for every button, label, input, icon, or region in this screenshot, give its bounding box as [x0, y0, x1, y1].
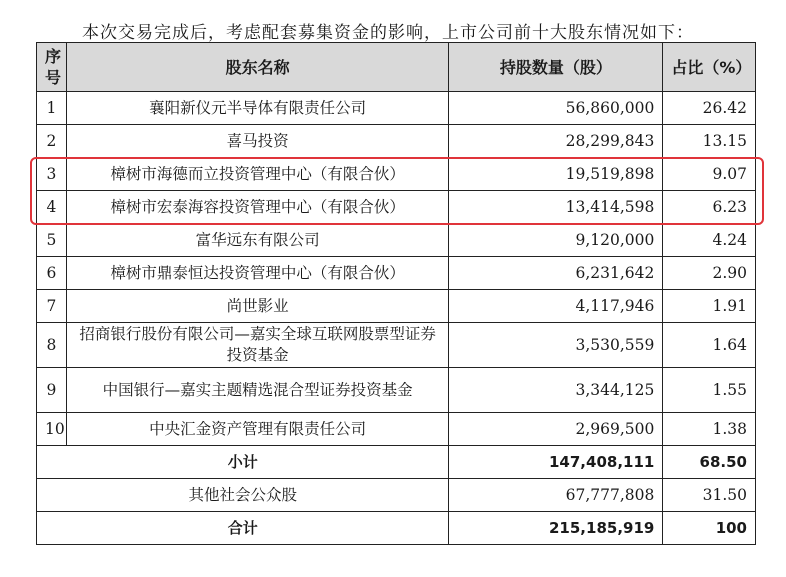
- row-shares: 3,344,125: [449, 368, 663, 413]
- row-no: 10: [37, 413, 67, 446]
- row-no: 7: [37, 290, 67, 323]
- row-no: 6: [37, 257, 67, 290]
- header-shares: 持股数量（股）: [449, 43, 663, 92]
- row-shares: 2,969,500: [449, 413, 663, 446]
- row-pct: 26.42: [663, 92, 756, 125]
- row-shares: 28,299,843: [449, 125, 663, 158]
- row-name: 中央汇金资产管理有限责任公司: [66, 413, 449, 446]
- subtotal-pct: 68.50: [663, 446, 756, 479]
- row-name: 襄阳新仪元半导体有限责任公司: [66, 92, 449, 125]
- subtotal-label: 小计: [37, 446, 449, 479]
- row-shares: 9,120,000: [449, 224, 663, 257]
- row-pct: 1.55: [663, 368, 756, 413]
- row-pct: 2.90: [663, 257, 756, 290]
- row-pct: 1.38: [663, 413, 756, 446]
- table-row: [37, 92, 756, 125]
- public-shares-row: [37, 479, 756, 512]
- row-no: 4: [37, 191, 67, 224]
- total-row: [37, 512, 756, 545]
- row-shares: 56,860,000: [449, 92, 663, 125]
- row-no: 3: [37, 158, 67, 191]
- row-name: 樟树市鼎泰恒达投资管理中心（有限合伙）: [66, 257, 449, 290]
- header-no: 序号: [37, 43, 67, 92]
- row-pct: 1.64: [663, 323, 756, 368]
- table-row: [37, 257, 756, 290]
- row-name: 喜马投资: [66, 125, 449, 158]
- row-shares: 13,414,598: [449, 191, 663, 224]
- row-shares: 6,231,642: [449, 257, 663, 290]
- subtotal-shares: 147,408,111: [449, 446, 663, 479]
- public-label: 其他社会公众股: [37, 479, 449, 512]
- row-no: 5: [37, 224, 67, 257]
- row-pct: 1.91: [663, 290, 756, 323]
- table-row: [37, 290, 756, 323]
- row-no: 9: [37, 368, 67, 413]
- row-no: 2: [37, 125, 67, 158]
- row-shares: 3,530,559: [449, 323, 663, 368]
- table-row: [37, 125, 756, 158]
- row-name: 招商银行股份有限公司—嘉实全球互联网股票型证券投资基金: [66, 323, 449, 368]
- table-row: [37, 368, 756, 413]
- table-row: [37, 323, 756, 368]
- table-header-row: [37, 43, 756, 92]
- row-pct: 9.07: [663, 158, 756, 191]
- row-shares: 4,117,946: [449, 290, 663, 323]
- total-label: 合计: [37, 512, 449, 545]
- row-name: 樟树市宏泰海容投资管理中心（有限合伙）: [66, 191, 449, 224]
- total-shares: 215,185,919: [449, 512, 663, 545]
- table-row: [37, 224, 756, 257]
- row-pct: 4.24: [663, 224, 756, 257]
- row-name: 樟树市海德而立投资管理中心（有限合伙）: [66, 158, 449, 191]
- table-row: [37, 413, 756, 446]
- shareholder-table: [36, 42, 756, 545]
- row-name: 中国银行—嘉实主题精选混合型证券投资基金: [66, 368, 449, 413]
- table-row: [37, 191, 756, 224]
- public-shares: 67,777,808: [449, 479, 663, 512]
- row-pct: 6.23: [663, 191, 756, 224]
- row-name: 尚世影业: [66, 290, 449, 323]
- row-no: 8: [37, 323, 67, 368]
- row-no: 1: [37, 92, 67, 125]
- total-pct: 100: [663, 512, 756, 545]
- row-pct: 13.15: [663, 125, 756, 158]
- row-name: 富华远东有限公司: [66, 224, 449, 257]
- header-pct: 占比（%）: [663, 43, 756, 92]
- row-shares: 19,519,898: [449, 158, 663, 191]
- table-caption: 本次交易完成后，考虑配套募集资金的影响，上市公司前十大股东情况如下：: [82, 23, 694, 43]
- public-pct: 31.50: [663, 479, 756, 512]
- table-row: [37, 158, 756, 191]
- subtotal-row: [37, 446, 756, 479]
- header-name: 股东名称: [66, 43, 449, 92]
